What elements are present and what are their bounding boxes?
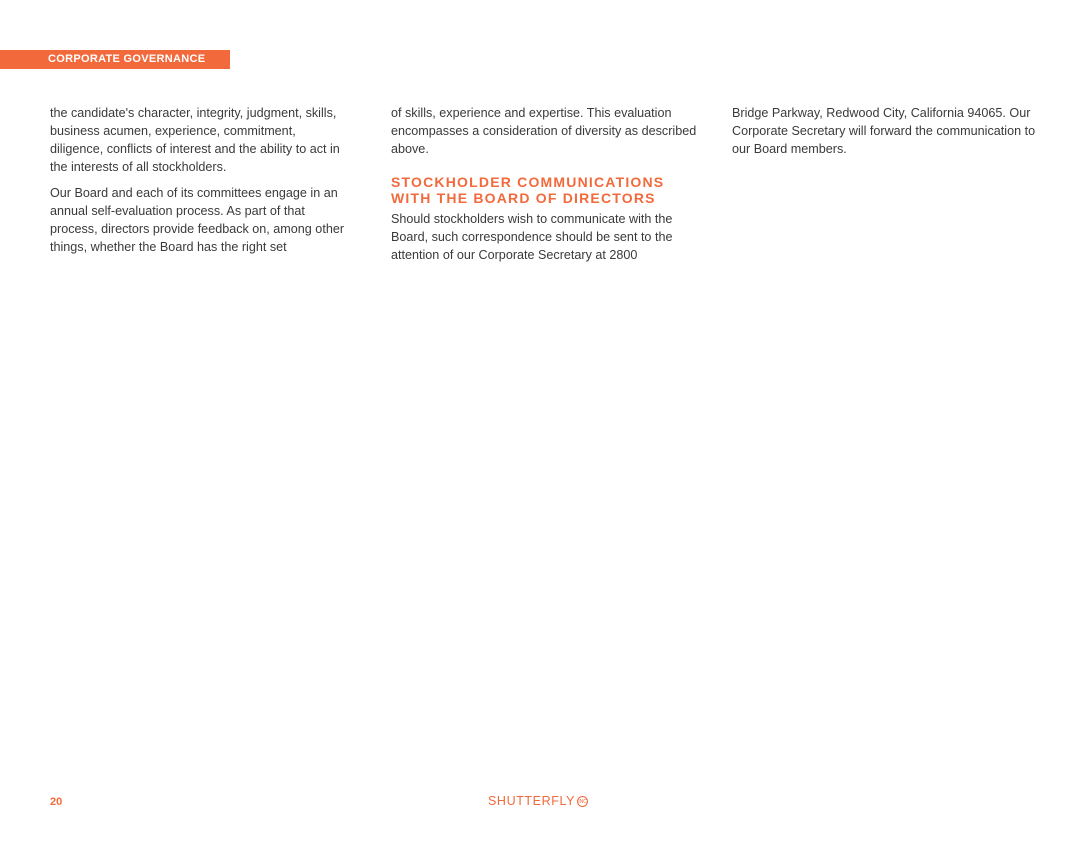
paragraph: Bridge Parkway, Redwood City, California 94065. Our Corporate Secretary will forward the communication to our Board members.	[732, 106, 1036, 156]
paragraph: of skills, experience and expertise. This evaluation encompasses a consideration of diversity as described above.	[391, 106, 697, 156]
text-column-2	[391, 104, 703, 272]
shutterfly-logo-icon	[488, 793, 588, 809]
text-column-3	[732, 104, 1042, 166]
logo-badge: INC	[577, 796, 588, 807]
section-label: CORPORATE GOVERNANCE	[48, 53, 206, 65]
section-heading: STOCKHOLDER COMMUNICATIONS WITH THE BOARD OF DIRECTORS	[391, 174, 665, 206]
logo-wordmark: SHUTTERFLY	[488, 794, 576, 808]
paragraph: Our Board and each of its committees engage in an annual self-evaluation process. As part of that process, directors provide feedback on, among other things, whether the Board has the right set	[50, 186, 345, 254]
text-column-1	[50, 104, 352, 264]
section-tab	[0, 50, 230, 69]
paragraph: Should stockholders wish to communicate with the Board, such correspondence should be sent to the attention of our Corporate Secretary at 2800	[391, 212, 673, 262]
paragraph: the candidate's character, integrity, judgment, skills, business acumen, experience, commitment, diligence, conflicts of interest and the ability to act in the interests of all stockholders.	[50, 106, 340, 174]
page-number: 20	[50, 796, 63, 808]
